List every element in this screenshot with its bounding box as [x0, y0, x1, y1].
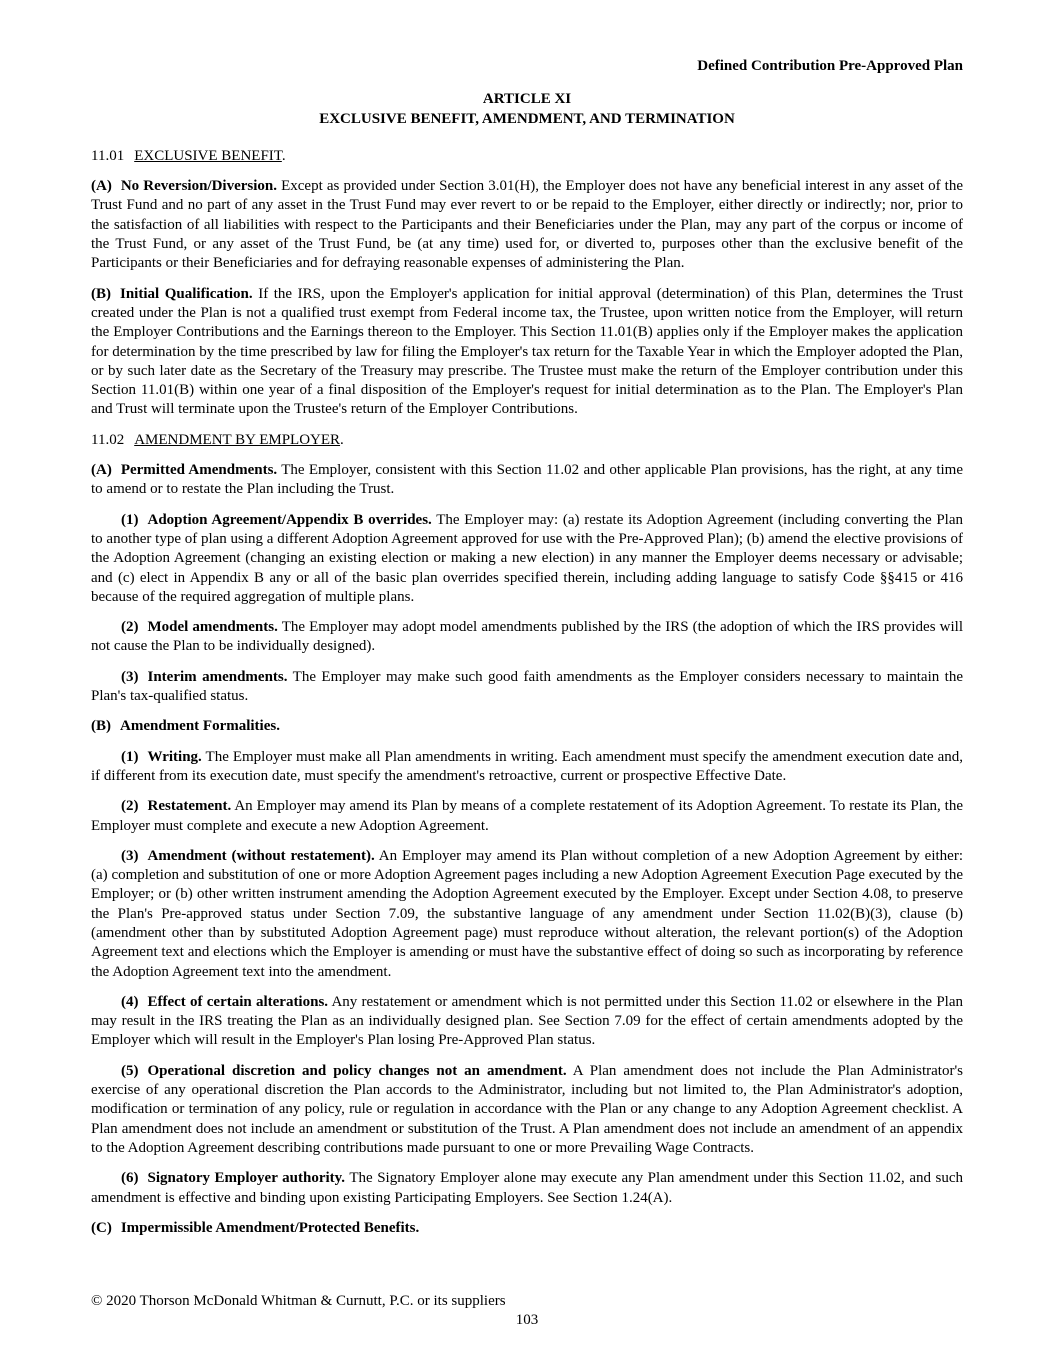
section-number: 11.02: [91, 431, 125, 448]
para-text: The Employer may adopt model amendments published by the IRS (the adoption of which the IRS provides will not cause the Plan to be individually designed).: [91, 619, 963, 655]
para-lead-in: Permitted Amendments.: [120, 462, 278, 479]
para-lead-in: Restatement.: [147, 798, 232, 815]
para-label: (A): [91, 462, 112, 479]
para-11-02-a-3: [91, 668, 963, 707]
para-lead-in: Effect of certain alterations.: [147, 993, 329, 1010]
para-text: Any restatement or amendment which is not permitted under this Section 11.02 or elsewhere in the Plan may result in the IRS treating the Plan as an individually designed plan. See Section 7.09 for the effect of certain amendments adopted by the Employer which will result in the Employer's Plan losing Pre-Approved Plan status.: [91, 993, 963, 1049]
section-title-period: .: [340, 431, 344, 448]
para-11-02-b-1: [91, 748, 963, 787]
para-11-01-b: [91, 285, 963, 420]
section-title: EXCLUSIVE BENEFIT: [134, 147, 282, 164]
footer-copyright: © 2020 Thorson McDonald Whitman & Curnutt, P.C. or its suppliers: [91, 1293, 506, 1309]
para-lead-in: Operational discretion and policy changes not an amendment.: [147, 1062, 567, 1079]
section-title: AMENDMENT BY EMPLOYER: [134, 431, 341, 448]
para-label: (B): [91, 718, 111, 735]
para-label: (1): [121, 748, 139, 765]
article-title: ARTICLE XI: [482, 91, 572, 108]
para-label: (1): [121, 511, 139, 528]
para-11-02-b-5: [91, 1062, 963, 1158]
para-label: (A): [91, 178, 112, 195]
para-11-02-b-6: [91, 1169, 963, 1208]
para-11-02-a-2: [91, 618, 963, 657]
para-text: The Employer may: (a) restate its Adoption Agreement (including converting the Plan to another type of plan using a different Adoption Agreement approved for use with the Pre-Approved Plan); (b) amend the elective provisions of the Adoption Agreement (changing an existing election or making a new election) in any manner the Employer deems necessary or advisable; and (c) elect in Appendix B any or all of the basic plan overrides specified therein, including adding language to satisfy Code §§415 or 416 because of the required aggregation of multiple plans.: [91, 511, 963, 605]
para-label: (6): [121, 1170, 139, 1187]
article-subtitle: EXCLUSIVE BENEFIT, AMENDMENT, AND TERMINATION: [319, 110, 735, 127]
para-11-02-b-2: [91, 797, 963, 836]
para-text: The Signatory Employer alone may execute any Plan amendment under this Section 11.02, and such amendment is effective and binding upon existing Participating Employers. See Section 1.24(A).: [91, 1170, 964, 1206]
para-lead-in: Impermissible Amendment/Protected Benefits.: [120, 1219, 420, 1236]
para-label: (4): [121, 993, 139, 1010]
para-label: (2): [121, 798, 139, 815]
para-lead-in: Writing.: [147, 748, 202, 765]
para-lead-in: Amendment (without restatement).: [147, 847, 375, 864]
para-lead-in: Adoption Agreement/Appendix B overrides.: [147, 511, 432, 528]
para-text: An Employer may amend its Plan by means of a complete restatement of its Adoption Agreement. To restate its Plan, the Employer must complete and execute a new Adoption Agreement.: [91, 798, 963, 834]
para-lead-in: Model amendments.: [147, 619, 278, 636]
para-text: The Employer, consistent with this Section 11.02 and other applicable Plan provisions, has the right, at any time to amend or to restate the Plan including the Trust.: [91, 462, 963, 498]
para-11-02-b-3: [91, 847, 963, 982]
para-label: (2): [121, 619, 139, 636]
para-11-02-b: [91, 717, 963, 736]
section-heading-11-01: [91, 147, 963, 166]
running-header: Defined Contribution Pre-Approved Plan: [697, 58, 963, 74]
section-title-period: .: [281, 147, 286, 164]
para-label: (B): [91, 285, 111, 302]
para-11-02-c: [91, 1219, 963, 1238]
para-11-02-b-4: [91, 993, 963, 1051]
para-label: (5): [121, 1062, 139, 1079]
para-11-02-a: [91, 461, 963, 500]
para-lead-in: Amendment Formalities.: [120, 718, 280, 735]
page-footer: [91, 1292, 963, 1331]
para-text: An Employer may amend its Plan without completion of a new Adoption Agreement by either: (a) completion and substitution of one or more Adoption Agreement pages including a new Adoption Agreement Execution Page executed by the Employer; or (b) other written instrument amending the Adoption Agreement executed by the Employer. Except under Section 4.08, to preserve the Plan's Pre-approved status under Section 7.09, the substantive language of any amendment under Section 11.02(B)(3), clause (b) (amendment other than by substituted Adoption Agreement page) must reproduce without alteration, the relevant portion(s) of the Adoption Agreement text and elections which the Employer is amending or must have the substantive effect of doing so such as incorporating by reference the Adoption Agreement text into the amendment.: [91, 847, 963, 980]
para-text: A Plan amendment does not include the Plan Administrator's exercise of any operational discretion the Plan accords to the Administrator, including but not limited to, the Plan Administrator's adoption, modification or termination of any policy, rule or regulation in accordance with the Plan or any change to any Adoption Agreement checklist. A Plan amendment does not include an amendment or substitution of the Trust. A Plan amendment does not include an amendment of an appendix to the Adoption Agreement describing contributions made pursuant to one or more Prevailing Wage Contracts.: [91, 1062, 963, 1156]
para-11-01-a: [91, 177, 963, 273]
section-heading-11-02: [91, 431, 963, 450]
page-number: 103: [515, 1312, 539, 1329]
para-label: (C): [91, 1219, 112, 1236]
para-label: (3): [121, 668, 139, 685]
para-lead-in: Interim amendments.: [147, 668, 288, 685]
article-title-block: [91, 90, 963, 129]
para-text: The Employer may make such good faith amendments as the Employer considers necessary to maintain the Plan's tax-qualified status.: [91, 668, 963, 705]
para-lead-in: Initial Qualification.: [120, 285, 253, 302]
para-text: Except as provided under Section 3.01(H), the Employer does not have any beneficial interest in any asset of the Trust Fund and no part of any asset in the Trust Fund may ever revert to or be repaid to the Employer, either directly or indirectly; nor, prior to the satisfaction of all liabilities with respect to the Participants and their Beneficiaries under the Plan, may any part of the corpus or income of the Trust Fund, or any asset of the Trust Fund, be (at any time) used for, or diverted to, purposes other than the exclusive benefit of the Participants or their Beneficiaries and for defraying reasonable expenses of administering the Plan.: [91, 178, 964, 272]
para-text: If the IRS, upon the Employer's application for initial approval (determination) of this Plan, determines the Trust created under the Plan is not a qualified trust exempt from Federal income tax, the Trustee, upon written notice from the Employer, will return the Employer Contributions and the Earnings thereon to the Employer. This Section 11.01(B) applies only if the Employer makes the application for determination by the time prescribed by law for filing the Employer's tax return for the Taxable Year in which the Employer adopted the Plan, or by such later date as the Secretary of the Treasury may prescribe. The Trustee must make the return of the Employer contribution under this Section 11.01(B) within one year of a final disposition of the Employer's request for initial determination as to the Plan. The Employer's Plan and Trust will terminate upon the Trustee's return of the Employer Contributions.: [91, 285, 963, 418]
para-lead-in: No Reversion/Diversion.: [120, 178, 277, 195]
para-11-02-a-1: [91, 511, 963, 607]
section-number: 11.01: [91, 147, 125, 164]
para-label: (3): [121, 847, 139, 864]
para-text: The Employer must make all Plan amendments in writing. Each amendment must specify the amendment execution date and, if different from its execution date, must specify the amendment's retroactive, current or prospective Effective Date.: [91, 748, 963, 784]
para-lead-in: Signatory Employer authority.: [147, 1170, 346, 1187]
